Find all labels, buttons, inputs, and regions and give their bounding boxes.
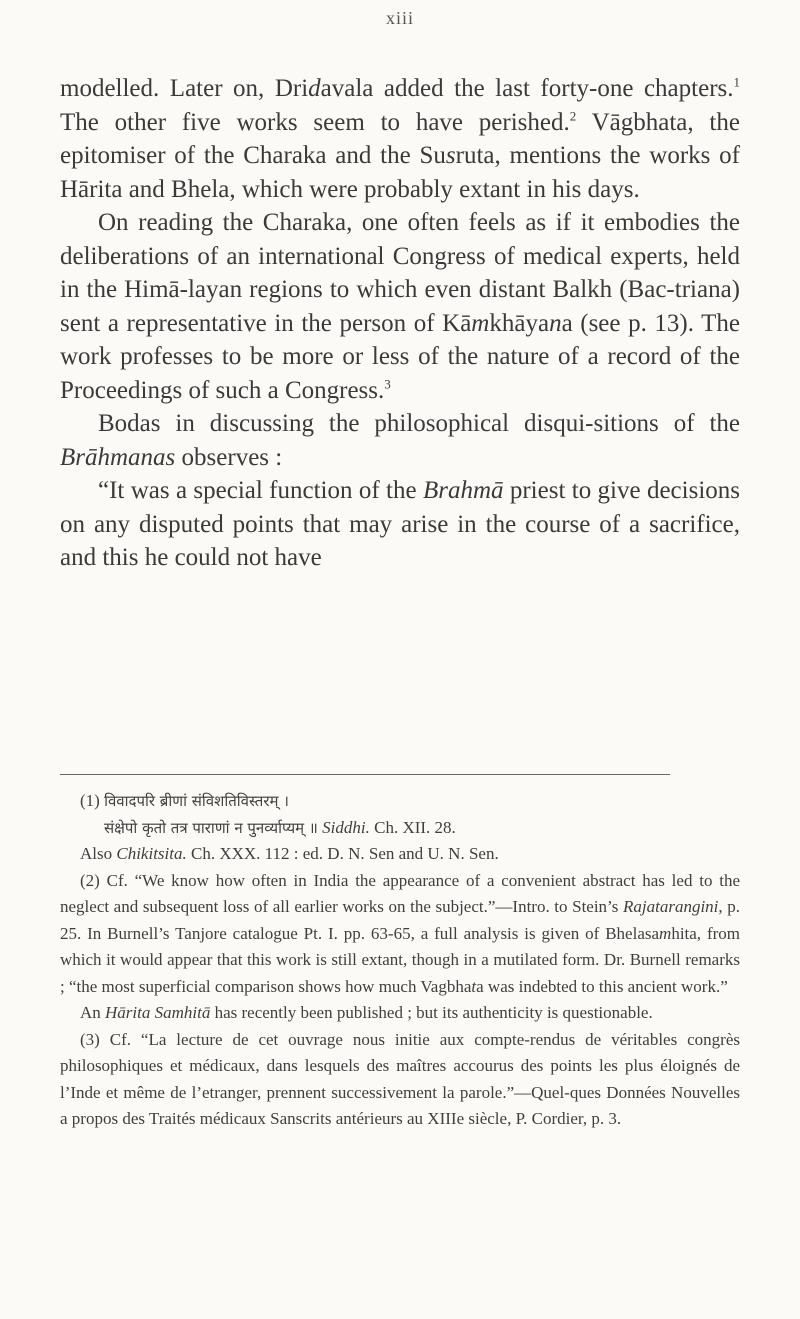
footnote-1: (1) विवादपरि ब्रीणां संविशतिविस्तरम् । — [80, 791, 289, 810]
paragraph-1: modelled. Later on, Dridavala added the last forty-one chapters.$^1$ The other five works seem to have perished.$^2$ Vāgbhata, the epitomiser of the Charaka and the Susruta, mentions the works of Hārita and Bhela, which were probably extant in his days. — [60, 74, 740, 203]
sanskrit-verse-1: विवादपरि ब्रीणां संविशतिविस्तरम् । — [104, 792, 289, 810]
page-number: xiii — [385, 8, 414, 28]
footnote-2-cont: An Hārita Samhitā has recently been published ; but its authenticity is questionable. — [80, 1003, 653, 1022]
paragraph-2: On reading the Charaka, one often feels as if it embodies the deliberations of an international Congress of medical experts, held in the Himā-layan regions to which even distant Balkh (Bac-triana) sent a representative in the person of Kāmkhāyana (see p. 13). The work professes to be more or less of the nature of a record of the Proceedings of such a Congress.$^3$ — [60, 209, 740, 404]
paragraph-3: Bodas in discussing the philosophical disqui-sitions of the Brāhmanas observes : — [60, 410, 740, 471]
footnote-ref-1[interactable]: 1 — [733, 74, 740, 90]
footnote-ref-2[interactable]: 2 — [569, 108, 577, 124]
paragraph-4: “It was a special function of the Brahmā priest to give decisions on any disputed points that may arise in the course of a sacrifice, and this he could not have — [60, 477, 740, 571]
footnote-divider — [60, 774, 670, 775]
main-text — [60, 72, 740, 575]
footnote-1-line-2: संक्षेपो कृतो तत्र पाराणां न पुनर्व्याप्यम् ॥ Siddhi. Ch. XII. 28. — [104, 817, 456, 837]
footnotes — [60, 788, 740, 1133]
sanskrit-verse-2: संक्षेपो कृतो तत्र पाराणां न पुनर्व्याप्यम् ॥ — [104, 818, 318, 837]
footnote-ref-3[interactable]: 3 — [384, 376, 391, 392]
footnote-2: (2) Cf. “We know how often in India the appearance of a convenient abstract has led to the neglect and subsequent loss of all earlier works on the subject.”—Intro. to Stein’s Rajatarangini, p. 25. In Burnell’s Tanjore catalogue Pt. I. pp. 63-65, a full analysis is given of Bhelasamhita, from which it would appear that this work is still extant, though in a mutilated form. Dr. Burnell remarks ; “the most superficial comparison shows how much Vagbhata was indebted to this ancient work.” — [60, 870, 741, 996]
footnote-1-also: Also Chikitsita. Ch. XXX. 112 : ed. D. N. Sen and U. N. Sen. — [80, 844, 499, 863]
footnote-3: (3) Cf. “La lecture de cet ouvrage nous initie aux compte-rendus de véritables congrès philosophiques et médicaux, dans lesquels des maîtres accourus des points les plus éloignés de l’Inde et même de l’etranger, prennent successivement la parole.”—Quel-ques Données Nouvelles a propos des Traités médicaux Sanscrits antérieurs au XIIIe siècle, P. Cordier, p. 3. — [60, 1029, 740, 1128]
